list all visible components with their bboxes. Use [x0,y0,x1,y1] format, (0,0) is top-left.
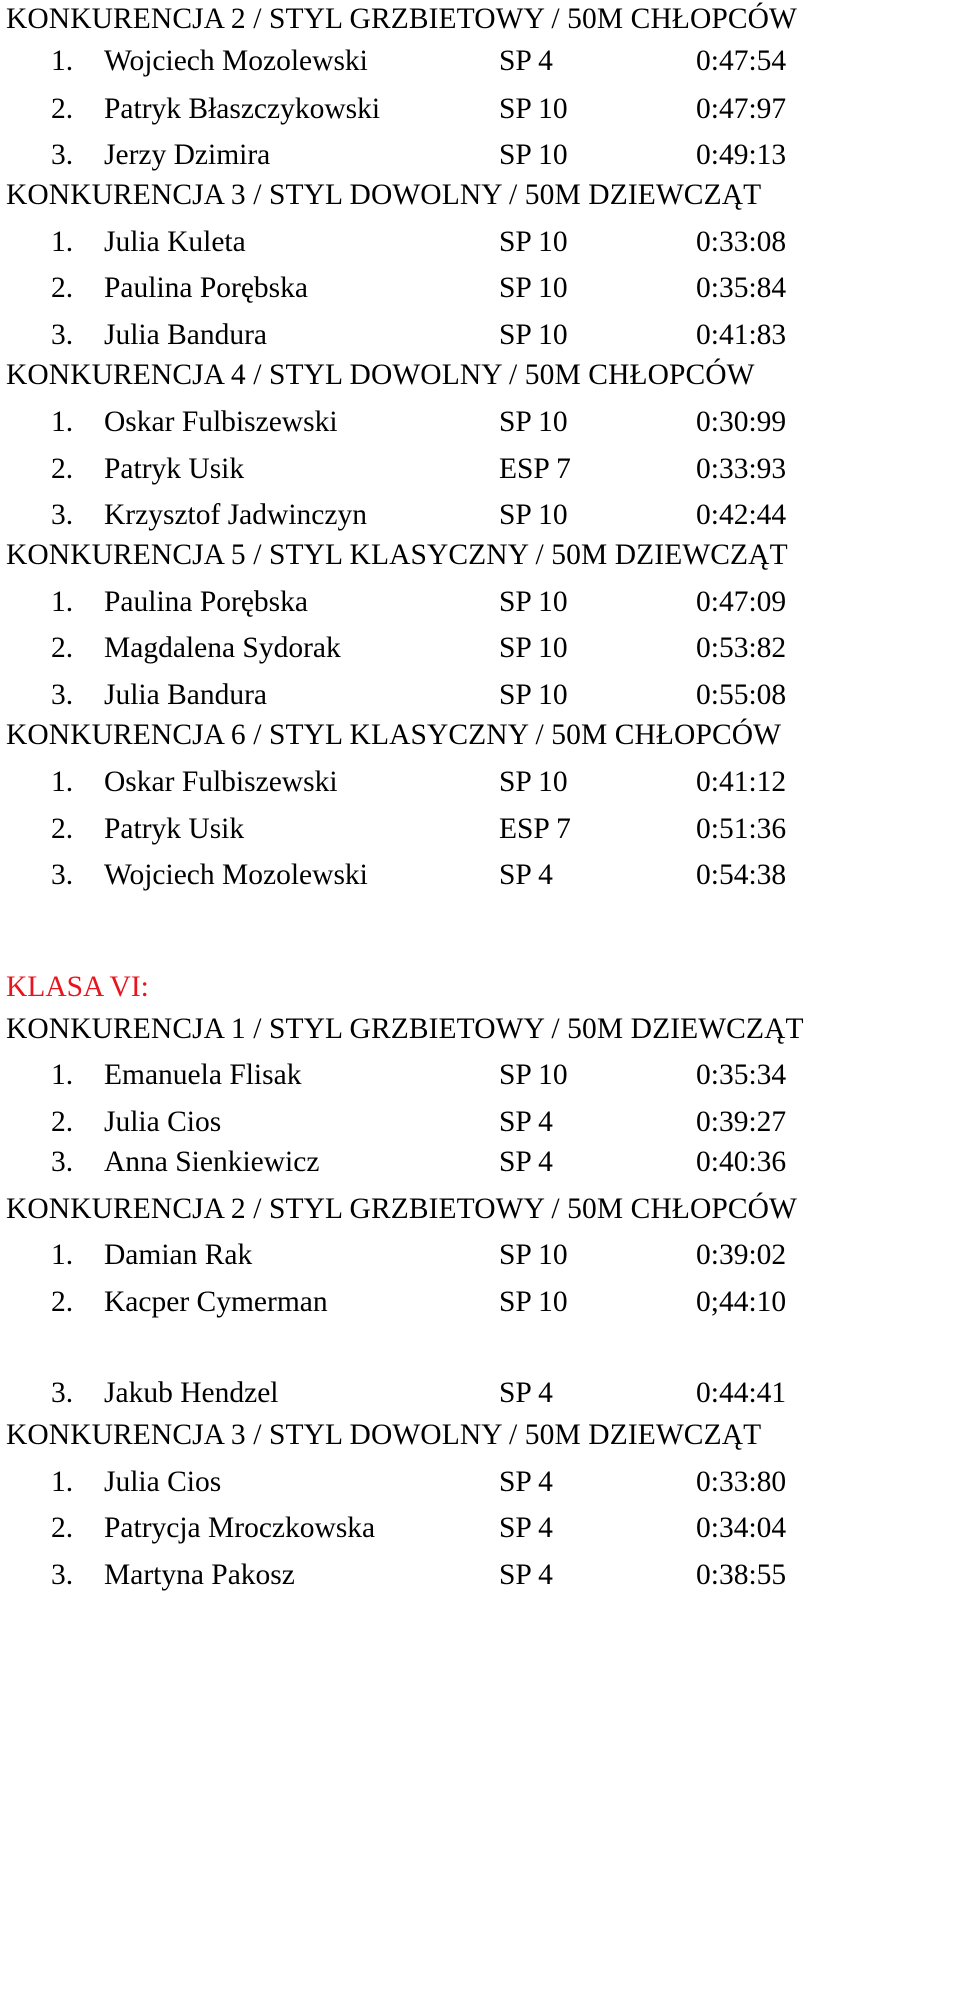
swimmer-name: Paulina Porębska [104,586,309,618]
result-time: 0:34:04 [696,1512,787,1544]
result-time: 0:53:82 [696,632,787,664]
place-number: 3. [51,319,74,351]
result-time: 0:41:12 [696,766,787,798]
school-name: SP 10 [499,586,568,618]
event-heading: KONKURENCJA 2 / STYL GRZBIETOWY / 50M CHŁOPCÓW [6,3,798,35]
swimmer-name: Oskar Fulbiszewski [104,766,338,798]
place-number: 1. [51,1059,74,1091]
result-time: 0:44:41 [696,1377,787,1409]
place-number: 3. [51,859,74,891]
place-number: 1. [51,1466,74,1498]
swimmer-name: Anna Sienkiewicz [104,1146,320,1178]
result-time: 0;44:10 [696,1286,787,1318]
swimmer-name: Kacper Cymerman [104,1286,328,1318]
place-number: 2. [51,453,74,485]
swimmer-name: Patryk Błaszczykowski [104,93,381,125]
event-heading: KONKURENCJA 5 / STYL KLASYCZNY / 50M DZIEWCZĄT [6,539,788,571]
event-heading: KONKURENCJA 4 / STYL DOWOLNY / 50M CHŁOPCÓW [6,359,755,391]
place-number: 2. [51,93,74,125]
school-name: SP 10 [499,679,568,711]
place-number: 3. [51,1146,74,1178]
event-heading: KONKURENCJA 3 / STYL DOWOLNY / 50M DZIEWCZĄT [6,1419,762,1451]
swimmer-name: Krzysztof Jadwinczyn [104,499,367,531]
result-time: 0:33:93 [696,453,787,485]
school-name: SP 10 [499,499,568,531]
swimmer-name: Jerzy Dzimira [104,139,271,171]
swimmer-name: Wojciech Mozolewski [104,45,368,77]
place-number: 1. [51,226,74,258]
result-time: 0:47:54 [696,45,787,77]
swimmer-name: Emanuela Flisak [104,1059,302,1091]
result-time: 0:35:84 [696,272,787,304]
school-name: SP 4 [499,1146,553,1178]
school-name: SP 10 [499,406,568,438]
school-name: SP 10 [499,1239,568,1271]
place-number: 3. [51,1377,74,1409]
school-name: SP 10 [499,272,568,304]
swimmer-name: Jakub Hendzel [104,1377,279,1409]
school-name: SP 4 [499,45,553,77]
result-time: 0:39:02 [696,1239,787,1271]
class-heading: KLASA VI: [6,971,149,1003]
result-row [0,1273,960,1331]
place-number: 1. [51,766,74,798]
place-number: 2. [51,813,74,845]
place-number: 1. [51,1239,74,1271]
school-name: SP 4 [499,1377,553,1409]
result-time: 0:40:36 [696,1146,787,1178]
school-name: SP 10 [499,766,568,798]
swimmer-name: Wojciech Mozolewski [104,859,368,891]
result-time: 0:38:55 [696,1559,787,1591]
result-time: 0:47:09 [696,586,787,618]
result-time: 0:35:34 [696,1059,787,1091]
result-row [0,1546,960,1604]
school-name: SP 10 [499,1059,568,1091]
school-name: SP 10 [499,319,568,351]
swimmer-name: Julia Cios [104,1466,222,1498]
result-time: 0:39:27 [696,1106,787,1138]
swimmer-name: Oskar Fulbiszewski [104,406,338,438]
place-number: 2. [51,632,74,664]
swimmer-name: Patryk Usik [104,453,245,485]
place-number: 1. [51,45,74,77]
school-name: SP 10 [499,93,568,125]
school-name: SP 10 [499,1286,568,1318]
result-time: 0:33:80 [696,1466,787,1498]
swimmer-name: Patryk Usik [104,813,245,845]
school-name: SP 4 [499,859,553,891]
result-time: 0:55:08 [696,679,787,711]
place-number: 2. [51,1512,74,1544]
swimmer-name: Paulina Porębska [104,272,309,304]
result-time: 0:30:99 [696,406,787,438]
result-time: 0:42:44 [696,499,787,531]
school-name: SP 4 [499,1559,553,1591]
result-time: 0:41:83 [696,319,787,351]
swimmer-name: Patrycja Mroczkowska [104,1512,376,1544]
event-heading: KONKURENCJA 6 / STYL KLASYCZNY / 50M CHŁOPCÓW [6,719,782,751]
place-number: 2. [51,1106,74,1138]
result-time: 0:54:38 [696,859,787,891]
school-name: ESP 7 [499,453,571,485]
school-name: ESP 7 [499,813,571,845]
place-number: 1. [51,406,74,438]
place-number: 2. [51,272,74,304]
result-time: 0:49:13 [696,139,787,171]
school-name: SP 4 [499,1106,553,1138]
swimmer-name: Julia Cios [104,1106,222,1138]
school-name: SP 4 [499,1512,553,1544]
swimmer-name: Julia Bandura [104,679,268,711]
result-time: 0:51:36 [696,813,787,845]
swimmer-name: Martyna Pakosz [104,1559,295,1591]
place-number: 2. [51,1286,74,1318]
event-heading: KONKURENCJA 1 / STYL GRZBIETOWY / 50M DZIEWCZĄT [6,1013,804,1045]
result-time: 0:33:08 [696,226,787,258]
place-number: 1. [51,586,74,618]
place-number: 3. [51,1559,74,1591]
school-name: SP 10 [499,139,568,171]
swimmer-name: Damian Rak [104,1239,253,1271]
school-name: SP 10 [499,226,568,258]
event-heading: KONKURENCJA 2 / STYL GRZBIETOWY / 50M CHŁOPCÓW [6,1193,798,1225]
event-heading: KONKURENCJA 3 / STYL DOWOLNY / 50M DZIEWCZĄT [6,179,762,211]
swimmer-name: Magdalena Sydorak [104,632,341,664]
place-number: 3. [51,499,74,531]
swimmer-name: Julia Kuleta [104,226,246,258]
result-time: 0:47:97 [696,93,787,125]
school-name: SP 4 [499,1466,553,1498]
place-number: 3. [51,679,74,711]
school-name: SP 10 [499,632,568,664]
swimmer-name: Julia Bandura [104,319,268,351]
place-number: 3. [51,139,74,171]
result-row [0,846,960,904]
